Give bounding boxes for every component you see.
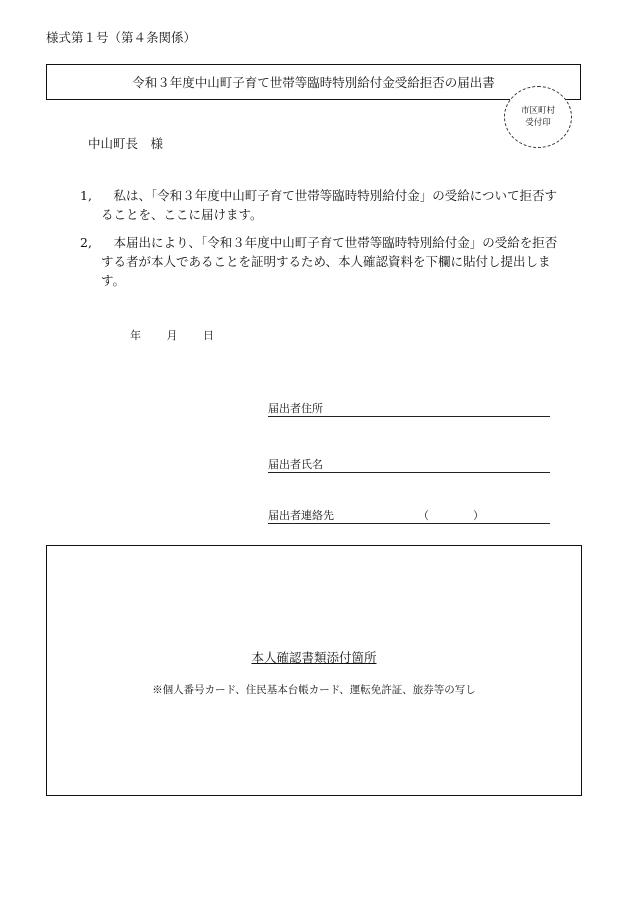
id-document-attach-area — [46, 545, 582, 796]
name-label: 届出者氏名 — [268, 458, 323, 471]
date-day: 日 — [203, 329, 214, 342]
paragraph-1-text: 私は、「令和３年度中山町子育て世帯等臨時特別給付金」の受給について拒否することを、ここに届けます。 — [101, 188, 558, 222]
name-field[interactable] — [268, 456, 550, 473]
id-section-note: ※個人番号カード、住民基本台帳カード、運転免許証、旅券等の写し — [152, 684, 476, 696]
document-title: 令和３年度中山町子育て世帯等臨時特別給付金受給拒否の届出書 — [132, 75, 495, 90]
date-year: 年 — [130, 329, 141, 342]
id-section-title-wrap — [47, 648, 581, 666]
address-label: 届出者住所 — [268, 402, 323, 415]
contact-parentheses: （ ） — [418, 509, 484, 522]
paragraph-2 — [80, 233, 560, 290]
date-line — [130, 327, 236, 343]
id-section-title: 本人確認書類添付箇所 — [251, 650, 377, 665]
paragraph-2-number: 2, — [80, 235, 92, 250]
address-field[interactable] — [268, 400, 550, 417]
paragraph-1-number: 1, — [80, 188, 92, 203]
stamp-label-line2: 受付印 — [525, 118, 551, 128]
recipient: 中山町長 様 — [88, 136, 164, 151]
stamp-label-line1: 市区町村 — [520, 106, 555, 116]
contact-label: 届出者連絡先 — [268, 509, 334, 522]
paragraph-2-text: 本届出により、「令和３年度中山町子育て世帯等臨時特別給付金」の受給を拒否する者が本人であることを証明するため、本人確認資料を下欄に貼付し提出します。 — [101, 235, 558, 288]
reception-stamp-area — [504, 86, 572, 148]
contact-field[interactable] — [268, 507, 550, 524]
date-month: 月 — [166, 329, 178, 342]
title-box — [46, 64, 581, 100]
form-number: 様式第１号（第４条関係） — [46, 30, 197, 45]
paragraph-1 — [80, 186, 560, 224]
